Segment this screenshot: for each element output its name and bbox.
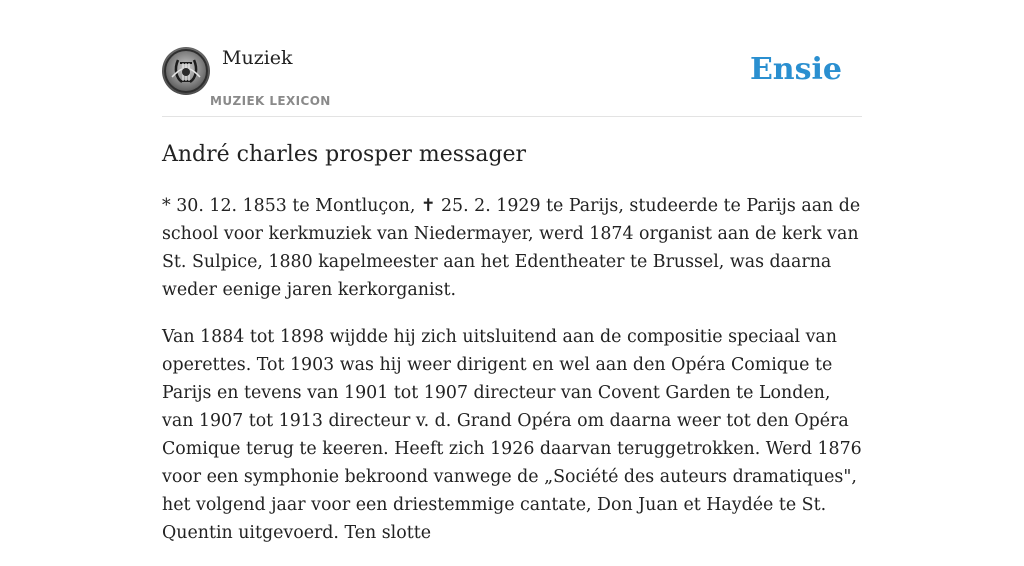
article-title: André charles prosper messager: [162, 142, 527, 167]
brand-logo[interactable]: Ensie: [749, 52, 842, 87]
article-paragraph: Van 1884 tot 1898 wijdde hij zich uitsluitend aan de compositie speciaal van operettes. Tot 1903 was hij weer dirigent en wel aan den Opéra Comique te Parijs en tevens van 1901 tot 1907 directeur van Covent Garden te Londen, van 1907 tot 1913 directeur v. d. Grand Opéra om daarna weer tot den Opéra Comique terug te keeren. Heeft zich 1926 daarvan teruggetrokken. Werd 1876 voor een symphonie bekroond vanwege de „Société des auteurs dramatiques", het volgend jaar voor een driestemmige cantate, Don Juan et Haydée te St. Quentin uitgevoerd. Ten slotte: [162, 327, 862, 543]
avatar[interactable]: [162, 47, 210, 95]
article-paragraph: * 30. 12. 1853 te Montluçon, ✝ 25. 2. 1929 te Parijs, studeerde te Parijs aan de school voor kerkmuziek van Niedermayer, werd 1874 organist aan de kerk van St. Sulpice, 1880 kapelmeester aan het Edentheater te Brussel, was daarna weder eenige jaren kerkorganist.: [162, 196, 861, 300]
lyre-emblem-icon: [162, 47, 210, 95]
site-name[interactable]: Muziek: [222, 47, 293, 69]
site-subtitle: MUZIEK LEXICON: [210, 94, 331, 108]
site-header: [162, 0, 862, 117]
article-body: [162, 192, 866, 566]
